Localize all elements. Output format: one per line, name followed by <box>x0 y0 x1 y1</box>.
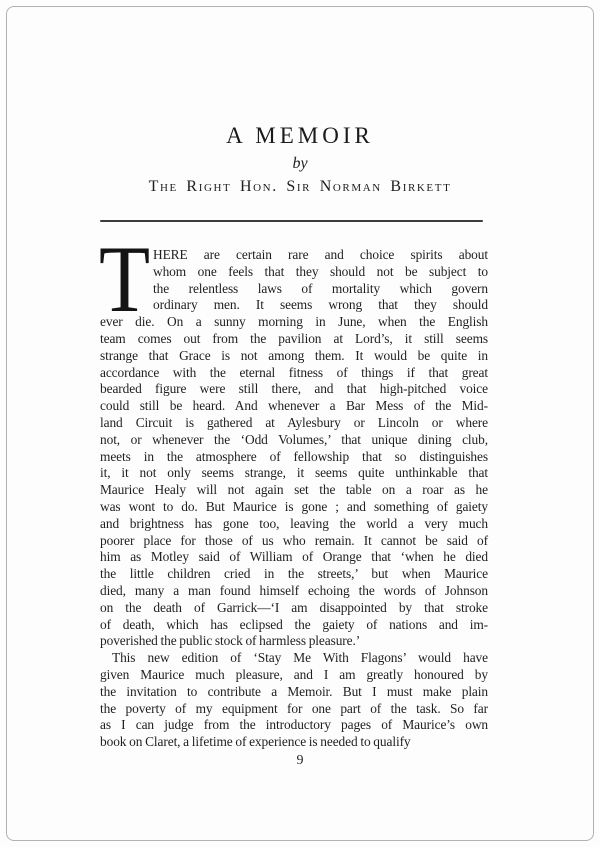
paragraph-1 <box>99 226 488 650</box>
text-line: not, or whenever the ‘Odd Volumes,’ that unique dining club, <box>100 431 488 447</box>
page-number: 9 <box>296 753 304 768</box>
byline-prefix: by <box>292 155 308 172</box>
page-title: A MEMOIR <box>226 123 374 148</box>
text-line: the invitation to contribute a Memoir. But I must make plain <box>100 683 488 699</box>
divider-rule <box>100 220 483 222</box>
text-line: accordance with the eternal fitness of things if that great <box>100 364 488 380</box>
text-line: given Maurice much pleasure, and I am greatly honoured by <box>100 666 488 682</box>
text-line: was wont to do. But Maurice is gone ; and something of gaiety <box>100 498 488 514</box>
drop-cap-letter: T <box>99 226 151 332</box>
text-line: bearded figure were still there, and that high-pitched voice <box>100 381 488 397</box>
text-line: and brightness has gone too, leaving the world a very much <box>100 515 488 531</box>
body-text <box>99 226 488 751</box>
text-line: of death, which has eclipsed the gaiety of nations and im- <box>100 616 488 632</box>
author-byline: The Right Hon. Sir Norman Birkett <box>148 178 452 195</box>
text-line: on the death of Garrick—‘I am disappointed by that stroke <box>100 599 488 615</box>
text-line: could still be heard. And whenever a Bar Mess of the Mid- <box>100 398 488 414</box>
text-line: poverished the public stock of harmless pleasure.’ <box>100 633 361 649</box>
text-line: strange that Grace is not among them. It would be quite in <box>100 347 488 363</box>
text-line: poorer place for those of us who remain. It cannot be said of <box>100 532 488 548</box>
text-line: book on Claret, a lifetime of experience is needed to qualify <box>100 734 411 750</box>
drop-cap <box>99 226 151 332</box>
text-line: the poverty of my equipment for one part of the task. So far <box>100 700 488 716</box>
text-line: ordinary men. It seems wrong that they should <box>153 297 488 313</box>
paragraph-2 <box>100 650 488 751</box>
text-line: the relentless laws of mortality which govern <box>153 280 488 296</box>
text-line: it, it not only seems strange, it seems quite unthinkable that <box>100 465 488 481</box>
text-line: ever die. On a sunny morning in June, when the English <box>100 314 488 330</box>
text-line: team comes out from the pavilion at Lord’s, it still seems <box>100 330 488 346</box>
text-line: whom one feels that they should not be subject to <box>153 263 488 279</box>
text-line: as I can judge from the introductory pages of Maurice’s own <box>100 717 488 733</box>
text-line: Maurice Healy will not again set the table on a roar as he <box>100 482 488 498</box>
text-line: HERE are certain rare and choice spirits about <box>153 247 488 262</box>
text-line: the little children cried in the streets,’ but when Maurice <box>100 566 488 582</box>
text-line: died, many a man found himself echoing the words of Johnson <box>100 582 488 598</box>
text-line: him as Motley said of William of Orange that ‘when he died <box>100 549 488 565</box>
text-line: land Circuit is gathered at Aylesbury or Lincoln or where <box>100 414 488 430</box>
text-line: This new edition of ‘Stay Me With Flagons’ would have <box>112 650 488 666</box>
text-line: meets in the atmosphere of fellowship that so distinguishes <box>100 448 488 464</box>
